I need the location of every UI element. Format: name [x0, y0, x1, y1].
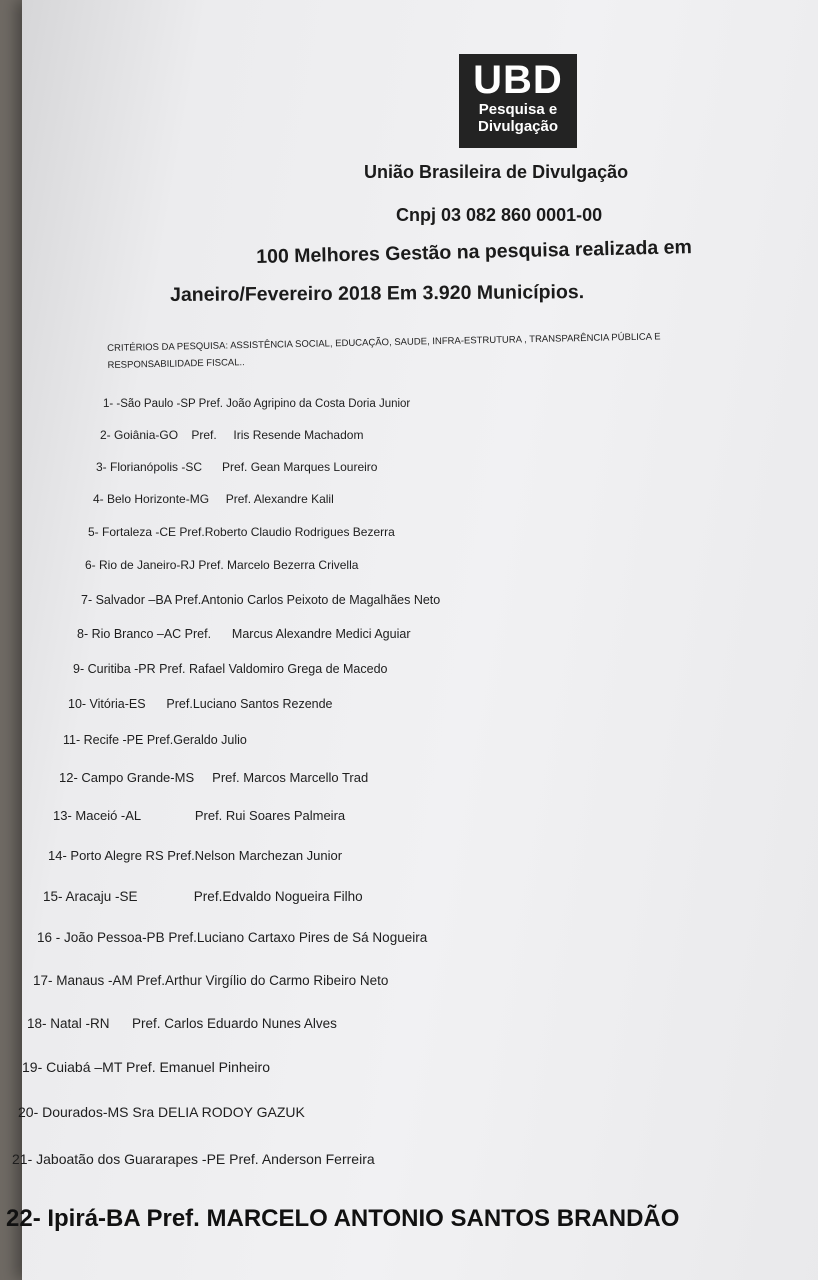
- list-item: 7- Salvador –BA Pref.Antonio Carlos Peixoto de Magalhães Neto: [81, 593, 441, 607]
- list-item: 21- Jaboatão dos Guararapes -PE Pref. Anderson Ferreira: [12, 1151, 375, 1167]
- list-item: 2- Goiânia-GO Pref. Iris Resende Machadom: [100, 428, 364, 442]
- list-item: 17- Manaus -AM Pref.Arthur Virgílio do Carmo Ribeiro Neto: [33, 973, 389, 988]
- list-item: 6- Rio de Janeiro-RJ Pref. Marcelo Bezerra Crivella: [85, 558, 359, 572]
- list-item: 5- Fortaleza -CE Pref.Roberto Claudio Rodrigues Bezerra: [88, 525, 395, 539]
- logo-subtitle-1: Pesquisa e: [478, 101, 558, 118]
- logo-text: UBD: [473, 58, 563, 102]
- logo-subtitle-2: Divulgação: [477, 118, 559, 135]
- list-item: 3- Florianópolis -SC Pref. Gean Marques Loureiro: [96, 460, 378, 474]
- title-line-2: Janeiro/Fevereiro 2018 Em 3.920 Municípios.: [170, 281, 585, 306]
- list-item: 11- Recife -PE Pref.Geraldo Julio: [63, 733, 247, 747]
- cnpj-number: Cnpj 03 082 860 0001-00: [396, 205, 603, 225]
- list-item: 13- Maceió -AL Pref. Rui Soares Palmeira: [53, 808, 346, 823]
- organization-name: União Brasileira de Divulgação: [364, 162, 629, 182]
- list-item: 8- Rio Branco –AC Pref. Marcus Alexandre Medici Aguiar: [77, 627, 411, 641]
- list-item-highlighted: 22- Ipirá-BA Pref. MARCELO ANTONIO SANTOS BRANDÃO: [6, 1205, 680, 1232]
- list-item: 19- Cuiabá –MT Pref. Emanuel Pinheiro: [22, 1059, 270, 1075]
- list-item: 20- Dourados-MS Sra DELIA RODOY GAZUK: [18, 1104, 305, 1120]
- list-item: 10- Vitória-ES Pref.Luciano Santos Rezende: [68, 697, 333, 711]
- list-item: 16 - João Pessoa-PB Pref.Luciano Cartaxo Pires de Sá Nogueira: [37, 930, 428, 945]
- list-item: 1- -São Paulo -SP Pref. João Agripino da Costa Doria Junior: [103, 398, 411, 410]
- research-criteria: CRITÉRIOS DA PESQUISA: ASSISTÊNCIA SOCIAL, EDUCAÇÃO, SAUDE, INFRA-ESTRUTURA , TRANSPARÊNCIA PÚBLICA E RESPONSABILIDADE FISCAL..: [107, 331, 661, 371]
- list-item: 4- Belo Horizonte-MG Pref. Alexandre Kalil: [93, 492, 334, 506]
- ubd-logo: [459, 54, 577, 148]
- title-line-1: 100 Melhores Gestão na pesquisa realizada em: [256, 236, 693, 268]
- list-item: 12- Campo Grande-MS Pref. Marcos Marcello Trad: [59, 770, 369, 785]
- list-item: 14- Porto Alegre RS Pref.Nelson Marchezan Junior: [48, 848, 343, 863]
- list-item: 18- Natal -RN Pref. Carlos Eduardo Nunes Alves: [27, 1016, 337, 1031]
- list-item: 15- Aracaju -SE Pref.Edvaldo Nogueira Filho: [43, 889, 363, 904]
- list-item: 9- Curitiba -PR Pref. Rafael Valdomiro Grega de Macedo: [73, 662, 388, 676]
